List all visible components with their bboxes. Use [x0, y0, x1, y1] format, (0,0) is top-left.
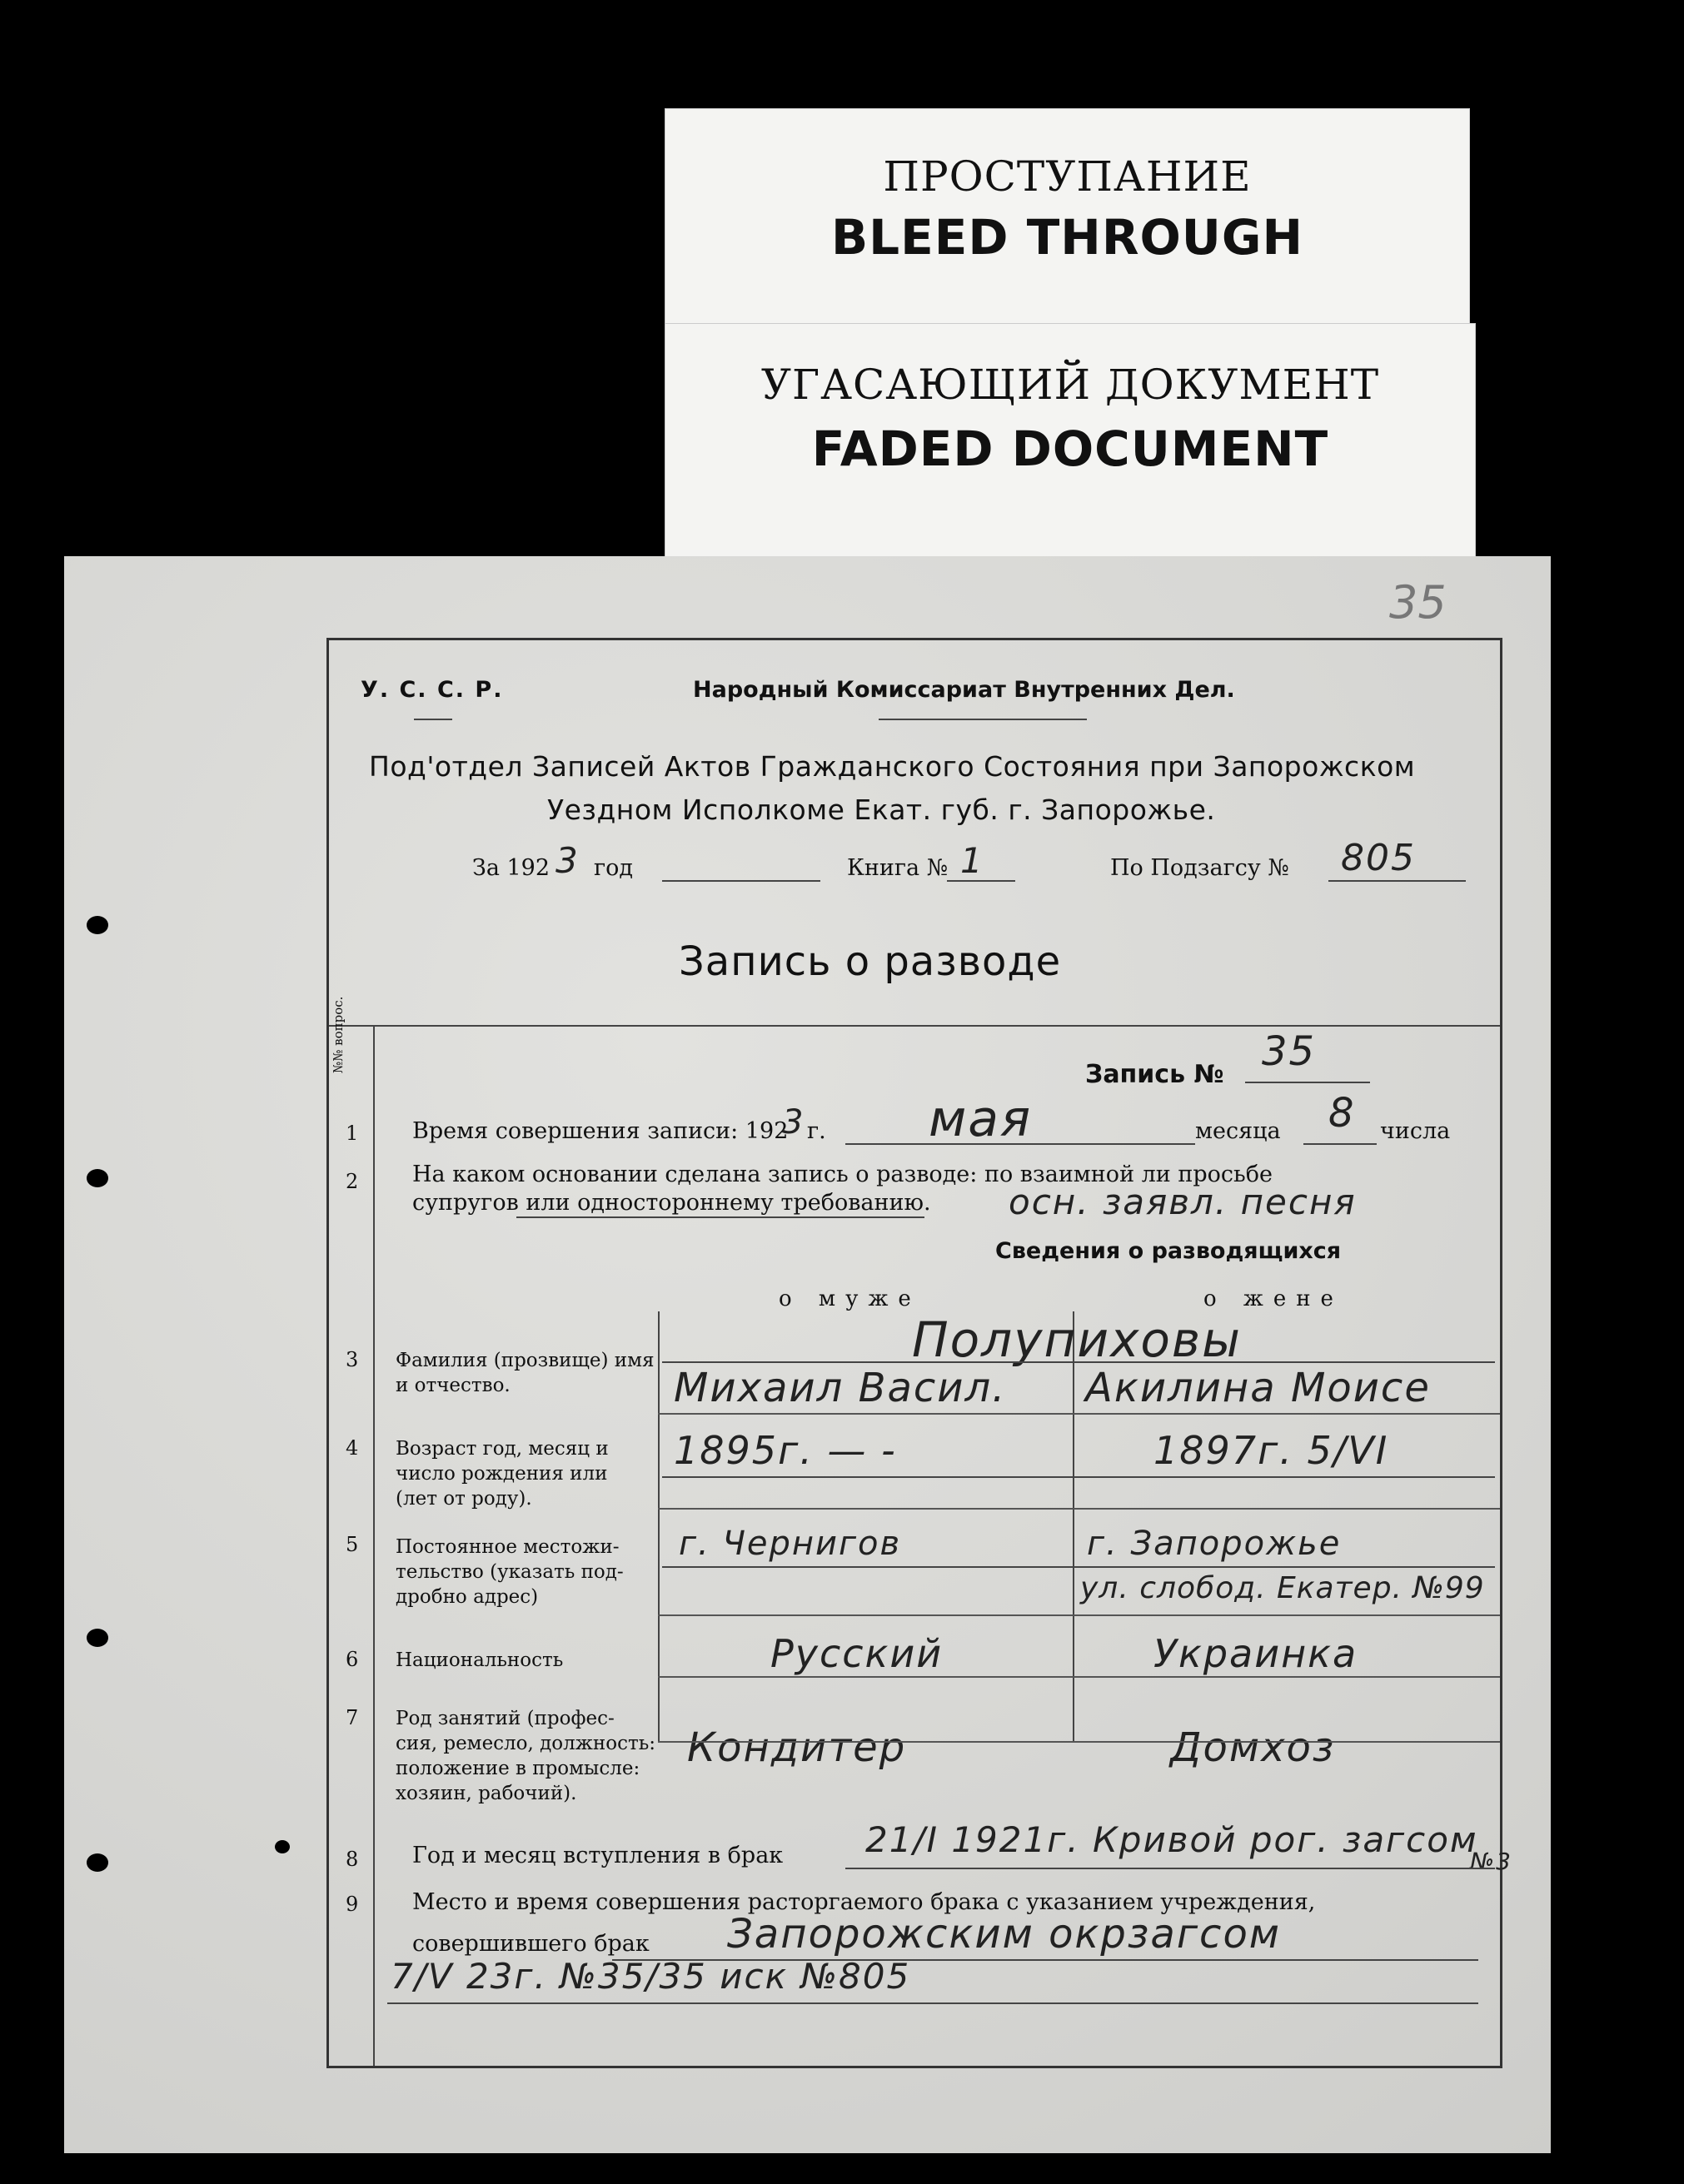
blank-line: [662, 880, 820, 882]
blank-line: [662, 1476, 1495, 1478]
bleed-through-ru: ПРОСТУПАНИЕ: [883, 152, 1252, 201]
q1-year-handwritten: 3: [782, 1103, 805, 1142]
blank-line: [662, 1566, 1495, 1568]
husband-column-header: о муже: [779, 1286, 921, 1311]
page-number: 35: [1389, 576, 1447, 629]
row-divider: [658, 1413, 1500, 1415]
subdept-number-handwritten: 805: [1341, 837, 1416, 879]
form-title: Запись о разводе: [679, 938, 1062, 985]
q1-g: г.: [807, 1118, 826, 1144]
q8-note-handwritten: №3: [1470, 1848, 1512, 1875]
q4-wife-handwritten: 1897г. 5/VI: [1153, 1428, 1389, 1473]
row-number: 9: [346, 1893, 359, 1916]
question-number-header: №№ вопрос.: [331, 996, 346, 1073]
faded-document-card: [665, 323, 1476, 558]
row-divider: [658, 1741, 1500, 1743]
q5-label1: Постоянное местожи-: [396, 1536, 620, 1558]
row-divider: [658, 1508, 1500, 1510]
q3-wife-handwritten: Акилина Моисе: [1085, 1365, 1431, 1411]
q4-label1: Возраст год, месяц и: [396, 1438, 609, 1460]
q1-month-label: месяца: [1195, 1118, 1281, 1144]
binding-hole: [87, 1629, 108, 1647]
q5-label3: дробно адрес): [396, 1586, 539, 1608]
blank-line: [662, 1361, 1495, 1363]
q6-wife-handwritten: Украинка: [1153, 1631, 1358, 1676]
row-number: 1: [346, 1122, 359, 1145]
q7-label2: сия, ремесло, должность:: [396, 1733, 655, 1754]
q5-wife-handwritten-1: г. Запорожье: [1087, 1525, 1342, 1563]
wife-column-header: о жене: [1203, 1286, 1343, 1311]
divorce-form: [326, 638, 1512, 2068]
binding-hole: [275, 1840, 290, 1853]
q9-line1: Место и время совершения расторгаемого брака с указанием учреждения,: [412, 1889, 1316, 1915]
q1-label: Время совершения записи: 192: [412, 1118, 789, 1144]
row-number: 6: [346, 1648, 359, 1671]
row-divider: [658, 1614, 1500, 1616]
husband-wife-border: [1073, 1311, 1074, 1743]
q2-answer-handwritten: осн. заявл. песня: [1009, 1182, 1357, 1222]
faded-document-en: FADED DOCUMENT: [811, 420, 1329, 477]
commissariat-label: Народный Комиссариат Внутренних Дел.: [693, 677, 1235, 703]
footnote-handwritten: 7/V 23г. №35/35 иск №805: [391, 1956, 911, 1997]
row-number: 5: [346, 1533, 359, 1556]
q8-label: Год и месяц вступления в брак: [412, 1843, 784, 1868]
subdept-line1: Под'отдел Записей Актов Гражданского Состояния при Запорожском: [369, 750, 1416, 783]
year-label: За 192: [472, 855, 551, 881]
q3-husband-handwritten: Михаил Васил.: [674, 1365, 1007, 1411]
faded-document-ru: УГАСАЮЩИЙ ДОКУМЕНТ: [760, 361, 1380, 409]
number-column-border: [373, 1027, 375, 2066]
q2-line2: супругов или одностороннему требованию.: [412, 1190, 931, 1216]
divider: [414, 719, 452, 720]
year-handwritten: 3: [556, 840, 580, 881]
row-number: 4: [346, 1436, 359, 1460]
republic-label: У. С. С. Р.: [361, 677, 504, 703]
bleed-through-card: [665, 108, 1470, 328]
binding-hole: [87, 1169, 108, 1187]
blank-line: [1245, 1082, 1370, 1083]
q9-answer-handwritten: Запорожским окрзагсом: [727, 1911, 1282, 1958]
blank-line: [947, 880, 1015, 882]
table-top-border: [329, 1025, 1500, 1027]
q2-line1: На каком основании сделана запись о разводе: по взаимной ли просьбе: [412, 1162, 1273, 1187]
underline: [516, 1216, 924, 1218]
year-god: год: [594, 855, 634, 881]
q6-label: Национальность: [396, 1649, 564, 1671]
q4-label3: (лет от роду).: [396, 1488, 532, 1510]
row-number: 2: [346, 1170, 359, 1193]
q4-label2: число рождения или: [396, 1463, 608, 1485]
q7-label3: положение в промысле:: [396, 1758, 640, 1779]
binding-hole: [87, 916, 108, 934]
q1-day-handwritten: 8: [1328, 1090, 1356, 1137]
divider: [879, 719, 1087, 720]
subdept-line2: Уездном Исполкоме Екат. губ. г. Запорожье.: [547, 794, 1216, 826]
q7-label1: Род занятий (профес-: [396, 1708, 615, 1729]
q7-husband-handwritten: Кондитер: [687, 1724, 907, 1771]
blank-line: [1303, 1143, 1377, 1145]
book-label: Книга №: [847, 855, 949, 881]
q6-husband-handwritten: Русский: [770, 1631, 944, 1676]
q4-husband-handwritten: 1895г. — -: [674, 1428, 897, 1473]
binding-hole: [87, 1853, 108, 1872]
q3-surname-handwritten: Полупиховы: [912, 1311, 1242, 1368]
row-number: 8: [346, 1848, 359, 1871]
blank-line: [845, 1868, 1495, 1869]
q5-wife-handwritten-2: ул. слобод. Екатер. №99: [1080, 1571, 1485, 1605]
record-label: Запись №: [1085, 1060, 1224, 1089]
q7-label4: хозяин, рабочий).: [396, 1783, 577, 1804]
q8-answer-handwritten: 21/I 1921г. Кривой рог. загсом: [865, 1819, 1478, 1860]
q9-line2: совершившего брак: [412, 1931, 650, 1957]
q5-husband-handwritten: г. Чернигов: [679, 1525, 902, 1563]
book-handwritten: 1: [960, 840, 984, 881]
record-number-handwritten: 35: [1262, 1028, 1317, 1075]
q7-wife-handwritten: Домхоз: [1170, 1724, 1336, 1771]
q1-day-label: числа: [1380, 1118, 1451, 1144]
subdept-number-label: По Подзагсу №: [1110, 855, 1289, 881]
row-number: 7: [346, 1706, 359, 1729]
row-number: 3: [346, 1348, 359, 1371]
blank-line: [387, 2002, 1478, 2004]
label-column-border: [658, 1311, 660, 1743]
q5-label2: тельство (указать под-: [396, 1561, 624, 1583]
blank-line: [1328, 880, 1466, 882]
row-divider: [658, 1676, 1500, 1678]
blank-line: [845, 1143, 1195, 1145]
q1-month-handwritten: мая: [929, 1090, 1033, 1148]
q3-label1: Фамилия (прозвище) имя: [396, 1350, 655, 1371]
bleed-through-en: BLEED THROUGH: [830, 209, 1304, 266]
section-title: Сведения о разводящихся: [995, 1238, 1342, 1264]
q3-label2: и отчество.: [396, 1375, 511, 1396]
